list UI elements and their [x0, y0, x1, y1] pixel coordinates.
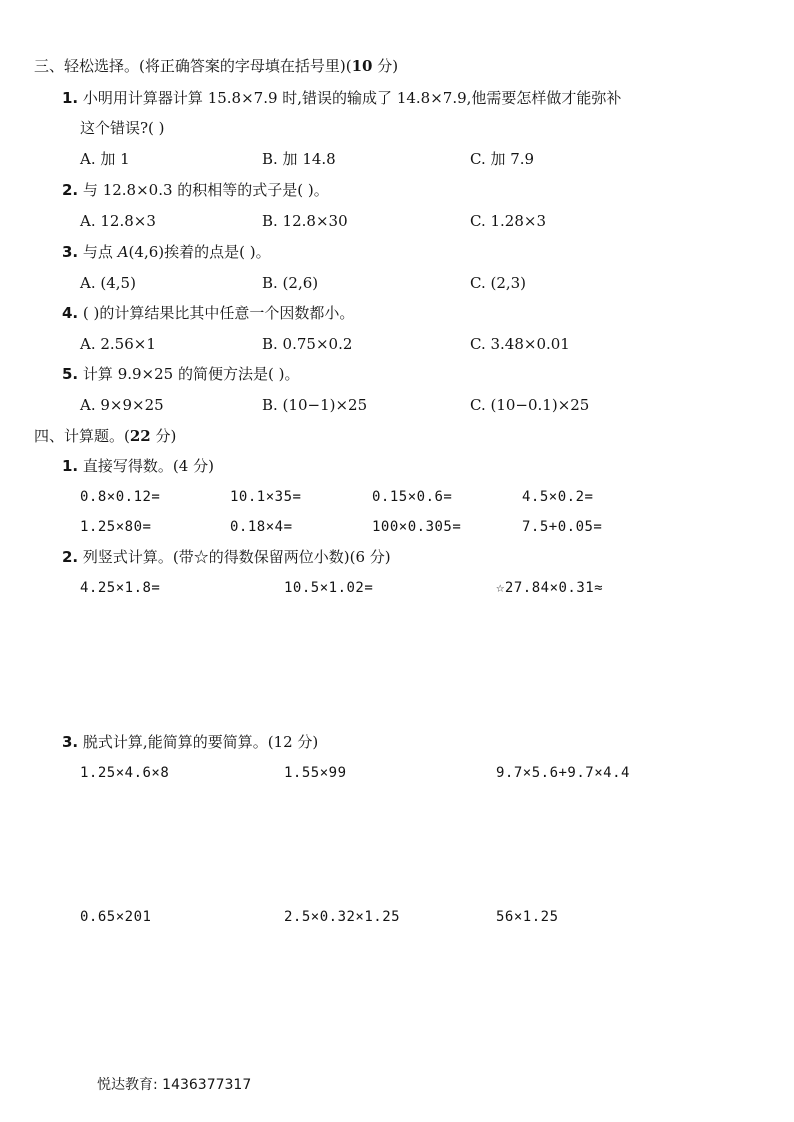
- question-text: 直接写得数。(4 分): [82, 457, 214, 475]
- option-a: A. 9×9×25: [80, 396, 164, 414]
- option-c: C. (10−0.1)×25: [470, 396, 590, 414]
- question-text: 小明用计算器计算 15.8×7.9 时,错误的输成了 14.8×7.9,他需要怎样做才能弥补: [82, 89, 622, 107]
- section-4-prefix: 四、: [34, 427, 65, 445]
- section-4-title: 计算题。(: [64, 427, 130, 445]
- question-number: 2.: [62, 548, 79, 566]
- question-1: [62, 88, 621, 108]
- expression: 7.5+0.05=: [522, 519, 603, 535]
- section-3-prefix: 三、: [34, 57, 65, 75]
- question-2: [62, 180, 329, 200]
- question-text: 与点: [82, 243, 118, 261]
- expression: 1.55×99: [284, 765, 347, 781]
- question-3: [62, 242, 271, 262]
- question-number: 1.: [62, 89, 79, 107]
- option-b: B. 加 14.8: [262, 150, 336, 168]
- question-text: (4,6)挨着的点是( )。: [128, 243, 271, 261]
- section-3-heading: [34, 56, 398, 76]
- question-4: [62, 303, 354, 323]
- option-c: C. (2,3): [470, 274, 527, 292]
- section-3-score-unit: 分): [372, 57, 399, 75]
- expression: 0.18×4=: [230, 519, 293, 535]
- question-text: ( )的计算结果比其中任意一个因数都小。: [82, 304, 355, 322]
- footer-contact: 悦达教育: 1436377317: [97, 1077, 252, 1093]
- section-3-title: 轻松选择。(将正确答案的字母填在括号里)(: [64, 57, 352, 75]
- question-number: 5.: [62, 365, 79, 383]
- question-number: 4.: [62, 304, 79, 322]
- question-number: 3.: [62, 733, 79, 751]
- expression: 1.25×4.6×8: [80, 765, 170, 781]
- option-c: C. 1.28×3: [470, 212, 546, 230]
- expression: 10.1×35=: [230, 489, 302, 505]
- expression: 0.8×0.12=: [80, 489, 161, 505]
- expression: 0.15×0.6=: [372, 489, 453, 505]
- option-b: B. 12.8×30: [262, 212, 348, 230]
- section-3-score: 10: [351, 57, 373, 75]
- question-text: 与 12.8×0.3 的积相等的式子是( )。: [82, 181, 329, 199]
- question-number: 2.: [62, 181, 79, 199]
- option-b: B. (2,6): [262, 274, 319, 292]
- option-a: A. 加 1: [80, 150, 130, 168]
- subquestion-2-heading: [62, 547, 391, 567]
- expression: 2.5×0.32×1.25: [284, 909, 401, 925]
- question-number: 1.: [62, 457, 79, 475]
- question-number: 3.: [62, 243, 79, 261]
- point-variable: A: [117, 243, 129, 261]
- option-a: A. (4,5): [80, 274, 136, 292]
- section-4-score: 22: [129, 427, 151, 445]
- question-text: 这个错误?( ): [80, 119, 165, 137]
- expression: 10.5×1.02=: [284, 580, 374, 596]
- expression: 4.5×0.2=: [522, 489, 594, 505]
- option-c: C. 3.48×0.01: [470, 335, 570, 353]
- expression: 4.25×1.8=: [80, 580, 161, 596]
- subquestion-1-heading: [62, 456, 214, 476]
- option-b: B. 0.75×0.2: [262, 335, 353, 353]
- expression: 100×0.305=: [372, 519, 462, 535]
- expression: 9.7×5.6+9.7×4.4: [496, 765, 630, 781]
- question-text: 计算 9.9×25 的简便方法是( )。: [82, 365, 300, 383]
- question-text: 列竖式计算。(带☆的得数保留两位小数)(6 分): [82, 548, 391, 566]
- subquestion-3-heading: [62, 732, 318, 752]
- section-4-score-unit: 分): [150, 427, 177, 445]
- expression: 1.25×80=: [80, 519, 152, 535]
- expression: ☆27.84×0.31≈: [496, 580, 604, 596]
- option-c: C. 加 7.9: [470, 150, 535, 168]
- option-a: A. 12.8×3: [80, 212, 156, 230]
- question-1-line-2: [80, 118, 165, 138]
- option-b: B. (10−1)×25: [262, 396, 368, 414]
- option-a: A. 2.56×1: [80, 335, 156, 353]
- expression: 0.65×201: [80, 909, 152, 925]
- expression: 56×1.25: [496, 909, 559, 925]
- section-4-heading: [34, 426, 176, 446]
- question-5: [62, 364, 299, 384]
- question-text: 脱式计算,能简算的要简算。(12 分): [82, 733, 319, 751]
